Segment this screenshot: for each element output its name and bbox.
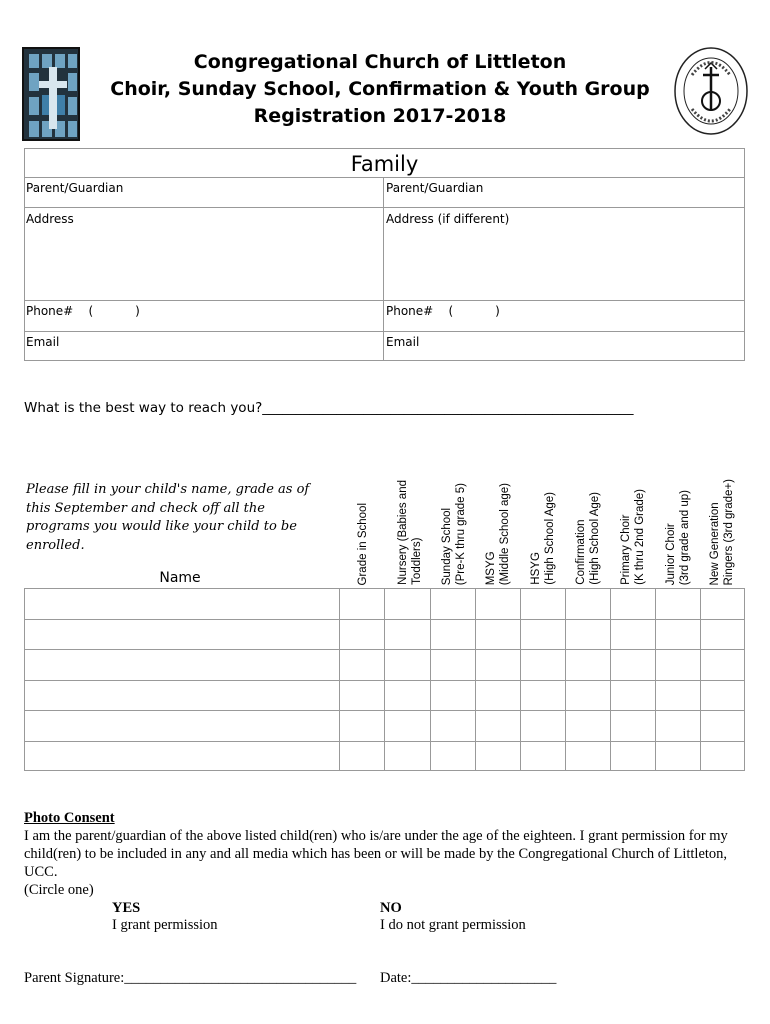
family-section-title: Family — [350, 152, 419, 176]
phone2-field[interactable]: Phone# ( ) — [386, 304, 500, 318]
program-column-header: Primary Choir (K thru 2nd Grade) — [620, 489, 646, 585]
date-field[interactable]: Date:____________________ — [380, 970, 557, 986]
parent-signature-field[interactable]: Parent Signature:________________________________ — [24, 970, 357, 986]
phone1-field[interactable]: Phone# ( ) — [26, 304, 140, 318]
program-column-header: Sunday School (Pre-K thru grade 5) — [441, 482, 467, 585]
united-church-of-christ-seal-icon — [672, 45, 750, 137]
program-column-header: Junior Choir (3rd grade and up) — [665, 489, 691, 585]
email1-field[interactable]: Email — [26, 335, 60, 349]
photo-consent-text: I am the parent/guardian of the above listed child(ren) who is/are under the age of the eighteen. I grant permission for my child(ren) to be included in any and all media which has been or will be made by the Congregational Church of Littleton, UCC. — [24, 828, 728, 880]
enrollment-instructions: Please fill in your child's name, grade as of this September and check off all the programs you would like your child to be enrolled. — [26, 482, 310, 553]
program-column-header: New Generation Ringers (3rd grade+) — [709, 478, 735, 585]
no-option-description: I do not grant permission — [380, 917, 526, 933]
photo-consent-title: Photo Consent — [24, 810, 115, 826]
email2-field[interactable]: Email — [386, 335, 420, 349]
program-column-header: Confirmation (High School Age) — [575, 492, 601, 585]
church-name-heading: Congregational Church of Littleton — [193, 51, 567, 73]
address-field[interactable]: Address — [26, 212, 74, 226]
program-column-header: MSYG (Middle School age) — [485, 482, 511, 585]
yes-option[interactable]: YES — [112, 900, 141, 916]
circle-one-instruction: (Circle one) — [24, 882, 94, 898]
name-column-header: Name — [159, 570, 201, 586]
parent1-field[interactable]: Parent/Guardian — [26, 181, 124, 195]
registration-year-heading: Registration 2017-2018 — [253, 105, 507, 127]
enrollment-table — [24, 588, 745, 771]
yes-option-description: I grant permission — [112, 917, 218, 933]
best-way-to-reach-question[interactable]: What is the best way to reach you?_______________________________________________________ — [24, 400, 634, 416]
program-column-header: Grade in School — [357, 502, 369, 585]
parent2-field[interactable]: Parent/Guardian — [386, 181, 484, 195]
stained-glass-window-icon — [22, 47, 80, 141]
no-option[interactable]: NO — [380, 900, 402, 916]
program-column-header: HSYG (High School Age) — [530, 492, 556, 585]
programs-heading: Choir, Sunday School, Confirmation & Youth Group — [110, 78, 650, 100]
address2-field[interactable]: Address (if different) — [386, 212, 510, 226]
program-column-header: Nursery (Babies and Toddlers) — [397, 480, 423, 585]
family-info-box — [24, 148, 745, 361]
